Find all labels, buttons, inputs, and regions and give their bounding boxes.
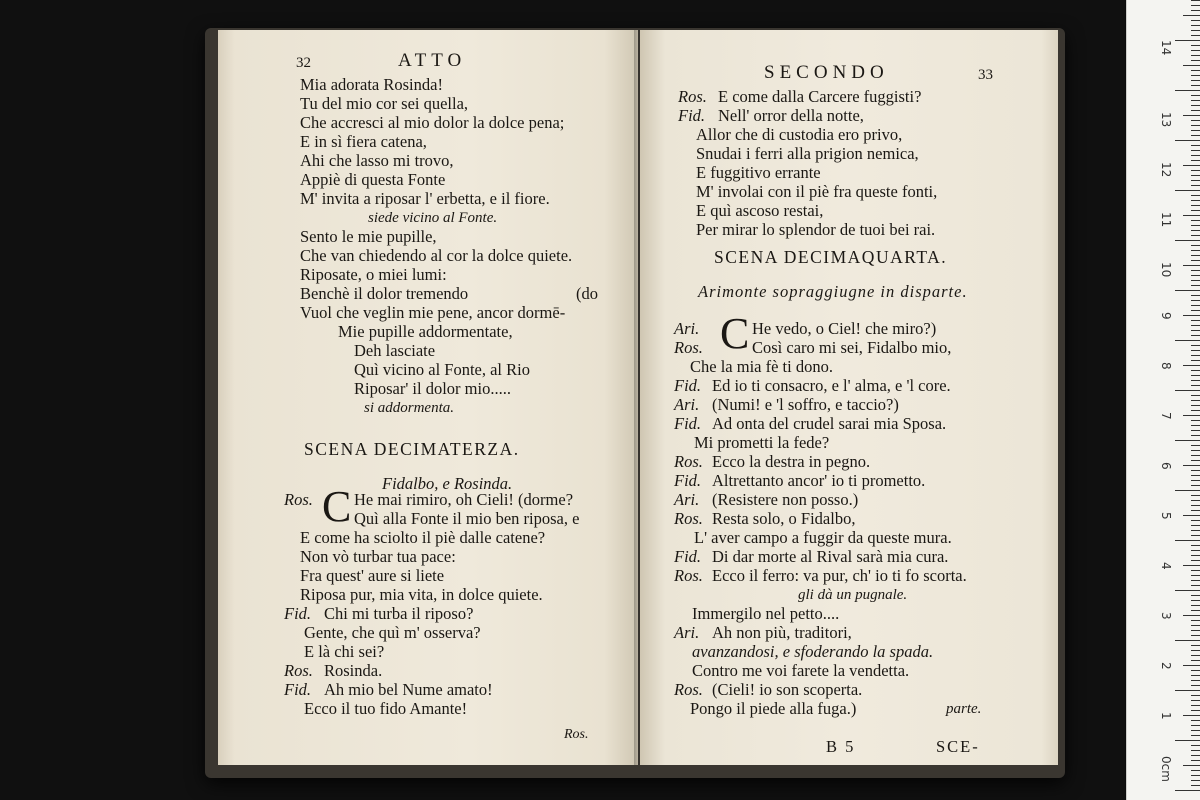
dialogue-line: Chi mi turba il riposo? (324, 604, 474, 623)
dialogue-line: L' aver campo a fuggir da queste mura. (694, 528, 952, 547)
ruler-tick (1191, 735, 1200, 736)
verse-line: E in sì fiera catena, (300, 132, 427, 151)
ruler-tick (1175, 40, 1200, 41)
dialogue-line: Gente, che quì m' osserva? (304, 623, 481, 642)
ruler-tick (1191, 550, 1200, 551)
dialogue-line: (Cieli! io son scoperta. (712, 680, 863, 699)
ruler-tick (1191, 270, 1200, 271)
ruler-tick (1191, 470, 1200, 471)
ruler-tick (1191, 130, 1200, 131)
ruler-tick (1191, 100, 1200, 101)
dialogue-line: Pongo il piede alla fuga.) (690, 699, 857, 718)
ruler-tick (1191, 455, 1200, 456)
ruler-tick (1191, 80, 1200, 81)
ruler-tick (1191, 220, 1200, 221)
ruler-tick (1191, 460, 1200, 461)
ruler-tick (1191, 210, 1200, 211)
verse-line: Benchè il dolor tremendo (300, 284, 469, 303)
scene-title: SCENA DECIMAQUARTA. (714, 247, 948, 267)
speaker-tag: Ros. (674, 509, 703, 528)
speaker-tag: Fid. (674, 547, 702, 566)
ruler-tick (1191, 710, 1200, 711)
ruler-tick (1191, 480, 1200, 481)
ruler-tick (1191, 520, 1200, 521)
ruler-number: 8 (1159, 362, 1173, 370)
speaker-tag: Ros. (674, 452, 703, 471)
stage-direction: si addormenta. (364, 400, 454, 416)
ruler-tick (1191, 355, 1200, 356)
ruler-tick (1191, 145, 1200, 146)
ruler-tick (1191, 180, 1200, 181)
ruler-tick (1191, 230, 1200, 231)
stage-direction: avanzandosi, e sfoderando la spada. (692, 642, 934, 661)
ruler-number: 1 (1159, 712, 1173, 720)
ruler-tick (1191, 275, 1200, 276)
ruler-tick (1191, 400, 1200, 401)
ruler-tick (1175, 590, 1200, 591)
speaker-tag: Ari. (674, 490, 700, 509)
dialogue-line: Così caro mi sei, Fidalbo mio, (752, 338, 952, 357)
ruler-tick (1191, 120, 1200, 121)
ruler-tick (1191, 660, 1200, 661)
ruler-tick (1191, 110, 1200, 111)
dialogue-line: Fra quest' aure si liete (300, 566, 445, 585)
ruler-tick (1191, 75, 1200, 76)
ruler-tick (1191, 530, 1200, 531)
ruler-tick (1175, 440, 1200, 441)
ruler-number: 7 (1159, 412, 1173, 420)
ruler-tick (1191, 645, 1200, 646)
speaker-tag: Ari. (674, 395, 700, 414)
ruler-tick (1191, 685, 1200, 686)
ruler-tick (1191, 160, 1200, 161)
drop-capital: C (720, 309, 750, 358)
ruler-tick (1175, 740, 1200, 741)
ruler-tick (1175, 390, 1200, 391)
dialogue-line: Ecco la destra in pegno. (712, 452, 871, 471)
ruler-tick (1183, 215, 1200, 216)
ruler-number: 5 (1159, 512, 1173, 520)
dialogue-line: Ad onta del crudel sarai mia Sposa. (712, 414, 947, 433)
ruler-tick (1191, 650, 1200, 651)
ruler-tick (1183, 765, 1200, 766)
dialogue-line: Allor che di custodia ero privo, (696, 125, 903, 144)
ruler-tick (1191, 425, 1200, 426)
ruler-tick (1191, 70, 1200, 71)
verse-line: Mie pupille addormentate, (338, 322, 513, 341)
dialogue-line: Di dar morte al Rival sarà mia cura. (712, 547, 949, 566)
ruler-tick (1175, 640, 1200, 641)
ruler-tick (1191, 725, 1200, 726)
ruler-tick (1191, 285, 1200, 286)
ruler-tick (1191, 510, 1200, 511)
speaker-tag: Fid. (284, 604, 312, 623)
dialogue-line: Ed io ti consacro, e l' alma, e 'l core. (712, 376, 951, 395)
speaker-tag: Ari. (674, 319, 700, 338)
right-page (640, 30, 1058, 765)
ruler-tick (1175, 190, 1200, 191)
ruler-tick (1191, 780, 1200, 781)
ruler-number: 12 (1159, 162, 1173, 178)
ruler-tick (1183, 15, 1200, 16)
ruler-tick (1191, 525, 1200, 526)
stage-direction: siede vicino al Fonte. (368, 210, 498, 226)
speaker-tag: Fid. (674, 471, 702, 490)
ruler-tick (1191, 580, 1200, 581)
ruler-tick (1183, 365, 1200, 366)
ruler-tick (1191, 600, 1200, 601)
dialogue-line: Rosinda. (324, 661, 383, 680)
running-head: SECONDO (764, 62, 889, 83)
dialogue-line: Per mirar lo splendor de tuoi bei rai. (696, 220, 936, 239)
speaker-tag: Fid. (284, 680, 312, 699)
ruler-tick (1191, 475, 1200, 476)
ruler-number: 9 (1159, 312, 1173, 320)
ruler-tick (1191, 335, 1200, 336)
ruler-tick (1191, 675, 1200, 676)
dialogue-line: Ah mio bel Nume amato! (324, 680, 493, 699)
dialogue-line: He vedo, o Ciel! che miro?) (752, 319, 937, 338)
ruler-tick (1191, 350, 1200, 351)
dialogue-line: Riposa pur, mia vita, in dolce quiete. (300, 585, 543, 604)
ruler-tick (1191, 770, 1200, 771)
ruler-tick (1175, 340, 1200, 341)
ruler-tick (1191, 260, 1200, 261)
ruler-tick (1183, 615, 1200, 616)
ruler-tick (1191, 620, 1200, 621)
ruler-tick (1183, 465, 1200, 466)
ruler-tick (1191, 170, 1200, 171)
dialogue-line: Altrettanto ancor' io ti prometto. (712, 471, 926, 490)
ruler-tick (1191, 235, 1200, 236)
ruler-tick (1183, 115, 1200, 116)
stage-direction: parte. (946, 701, 982, 717)
ruler-number: 11 (1159, 212, 1173, 228)
ruler-tick (1191, 35, 1200, 36)
verse-turnover: (do (576, 284, 598, 303)
dialogue-line: (Numi! e 'l soffro, e taccio?) (712, 395, 899, 414)
ruler-tick (1191, 775, 1200, 776)
ruler-tick (1191, 55, 1200, 56)
ruler-tick (1191, 135, 1200, 136)
ruler-tick (1191, 185, 1200, 186)
ruler-tick (1191, 300, 1200, 301)
catchword: Ros. (564, 727, 589, 742)
verse-line: Che van chiedendo al cor la dolce quiete. (300, 246, 573, 265)
ruler-tick (1191, 280, 1200, 281)
ruler-tick (1191, 325, 1200, 326)
dialogue-line: Ah non più, traditori, (712, 623, 852, 642)
ruler-tick (1191, 555, 1200, 556)
ruler-tick (1191, 750, 1200, 751)
verse-line: Vuol che veglin mie pene, ancor dormē- (300, 303, 566, 322)
ruler-tick (1191, 720, 1200, 721)
verse-line: Quì vicino al Fonte, al Rio (354, 360, 530, 379)
ruler-tick (1175, 790, 1200, 791)
ruler-tick (1191, 205, 1200, 206)
ruler-tick (1191, 225, 1200, 226)
ruler-tick (1175, 90, 1200, 91)
ruler-number: 6 (1159, 462, 1173, 470)
ruler-tick (1191, 625, 1200, 626)
ruler-tick (1191, 505, 1200, 506)
dialogue-line: (Resistere non posso.) (712, 490, 859, 509)
ruler-tick (1191, 60, 1200, 61)
ruler-number: 3 (1159, 612, 1173, 620)
dialogue-line: Mi prometti la fede? (694, 433, 830, 452)
ruler-tick (1183, 715, 1200, 716)
dialogue-line: E fuggitivo errante (696, 163, 821, 182)
ruler-tick (1191, 785, 1200, 786)
ruler-tick (1191, 445, 1200, 446)
scene-title: SCENA DECIMATERZA. (304, 439, 520, 459)
ruler-number: 10 (1159, 262, 1173, 278)
ruler-tick (1191, 610, 1200, 611)
ruler-number: 4 (1159, 562, 1173, 570)
ruler-tick (1183, 665, 1200, 666)
dialogue-line: E quì ascoso restai, (696, 201, 824, 220)
ruler-tick (1175, 540, 1200, 541)
dialogue-line: E come ha sciolto il piè dalle catene? (300, 528, 546, 547)
dialogue-line: Ecco il tuo fido Amante! (304, 699, 468, 718)
verse-line: Che accresci al mio dolor la dolce pena; (300, 113, 565, 132)
ruler-tick (1191, 155, 1200, 156)
ruler-tick (1183, 415, 1200, 416)
ruler-tick (1191, 25, 1200, 26)
ruler-tick (1191, 375, 1200, 376)
ruler-tick (1191, 545, 1200, 546)
ruler-tick (1191, 295, 1200, 296)
left-page (218, 30, 638, 765)
ruler-tick (1191, 195, 1200, 196)
dialogue-line: E come dalla Carcere fuggisti? (718, 87, 922, 106)
ruler-tick (1191, 570, 1200, 571)
dialogue-line: Non vò turbar tua pace: (300, 547, 456, 566)
dialogue-line: Che la mia fè ti dono. (690, 357, 833, 376)
ruler-tick (1191, 535, 1200, 536)
ruler-tick (1191, 380, 1200, 381)
ruler-tick (1191, 605, 1200, 606)
stage-direction: gli dà un pugnale. (798, 587, 908, 603)
ruler-tick (1191, 575, 1200, 576)
dialogue-line: Immergilo nel petto.... (692, 604, 840, 623)
ruler-tick (1191, 20, 1200, 21)
dialogue-line: M' involai con il piè fra queste fonti, (696, 182, 938, 201)
ruler-tick (1191, 0, 1200, 1)
ruler-tick (1191, 730, 1200, 731)
signature-mark: B 5 (826, 737, 856, 756)
ruler-unit-label: 0cm (1159, 756, 1173, 782)
ruler-tick (1191, 420, 1200, 421)
ruler-tick (1191, 10, 1200, 11)
ruler-tick (1191, 345, 1200, 346)
page-number: 32 (296, 55, 311, 71)
speaker-tag: Ros. (284, 661, 313, 680)
verse-line: Riposar' il dolor mio..... (354, 379, 511, 398)
ruler-tick (1183, 65, 1200, 66)
ruler-tick (1191, 695, 1200, 696)
ruler-tick (1191, 670, 1200, 671)
ruler-tick (1191, 200, 1200, 201)
dialogue-line: Quì alla Fonte il mio ben riposa, e (354, 509, 580, 528)
dialogue-line: Contro me voi farete la vendetta. (692, 661, 910, 680)
ruler-tick (1175, 290, 1200, 291)
ruler-tick (1191, 595, 1200, 596)
ruler-tick (1191, 500, 1200, 501)
scene-characters: Fidalbo, e Rosinda. (382, 474, 513, 493)
speaker-tag: Fid. (678, 106, 706, 125)
ruler-tick (1191, 495, 1200, 496)
verse-line: Riposate, o miei lumi: (300, 265, 447, 284)
measuring-ruler (1126, 0, 1200, 800)
ruler-tick (1191, 450, 1200, 451)
speaker-tag: Ari. (674, 623, 700, 642)
ruler-tick (1191, 630, 1200, 631)
ruler-tick (1191, 705, 1200, 706)
ruler-tick (1175, 690, 1200, 691)
ruler-tick (1191, 755, 1200, 756)
ruler-tick (1191, 95, 1200, 96)
ruler-tick (1191, 150, 1200, 151)
speaker-tag: Fid. (674, 414, 702, 433)
ruler-tick (1191, 105, 1200, 106)
ruler-tick (1191, 320, 1200, 321)
ruler-number: 14 (1159, 40, 1173, 56)
dialogue-line: He mai rimiro, oh Cieli! (dorme? (354, 490, 574, 509)
speaker-tag: Ros. (674, 338, 703, 357)
ruler-tick (1191, 395, 1200, 396)
speaker-tag: Ros. (674, 566, 703, 585)
ruler-tick (1183, 565, 1200, 566)
ruler-tick (1191, 50, 1200, 51)
ruler-tick (1191, 635, 1200, 636)
ruler-tick (1183, 515, 1200, 516)
ruler-number: 13 (1159, 112, 1173, 128)
ruler-tick (1183, 165, 1200, 166)
dialogue-line: Snudai i ferri alla prigion nemica, (696, 144, 919, 163)
dialogue-line: Ecco il ferro: va pur, ch' io ti fo scorta. (712, 566, 967, 585)
dialogue-line: E là chi sei? (304, 642, 385, 661)
ruler-tick (1191, 485, 1200, 486)
ruler-tick (1191, 360, 1200, 361)
drop-capital: C (322, 482, 352, 531)
ruler-tick (1191, 745, 1200, 746)
ruler-tick (1191, 45, 1200, 46)
ruler-tick (1175, 140, 1200, 141)
verse-line: Sento le mie pupille, (300, 227, 437, 246)
ruler-tick (1191, 370, 1200, 371)
ruler-tick (1191, 560, 1200, 561)
ruler-tick (1191, 305, 1200, 306)
speaker-tag: Ros. (284, 490, 313, 509)
page-number: 33 (978, 67, 993, 83)
ruler-tick (1175, 240, 1200, 241)
ruler-tick (1191, 435, 1200, 436)
speaker-tag: Fid. (674, 376, 702, 395)
ruler-tick (1191, 255, 1200, 256)
verse-line: Mia adorata Rosinda! (300, 75, 443, 94)
speaker-tag: Ros. (678, 87, 707, 106)
ruler-tick (1191, 410, 1200, 411)
verse-line: Deh lasciate (354, 341, 436, 360)
running-head: ATTO (398, 50, 467, 71)
ruler-tick (1183, 265, 1200, 266)
stage-direction: Arimonte sopraggiugne in disparte. (698, 282, 968, 301)
ruler-tick (1191, 250, 1200, 251)
catchword: SCE- (936, 737, 980, 756)
ruler-tick (1191, 310, 1200, 311)
ruler-tick (1191, 85, 1200, 86)
ruler-tick (1191, 125, 1200, 126)
ruler-tick (1191, 760, 1200, 761)
ruler-tick (1191, 245, 1200, 246)
verse-line: Appiè di questa Fonte (300, 170, 446, 189)
ruler-tick (1191, 30, 1200, 31)
ruler-tick (1175, 490, 1200, 491)
ruler-tick (1191, 585, 1200, 586)
verse-line: M' invita a riposar l' erbetta, e il fiore. (300, 189, 550, 208)
dialogue-line: Nell' orror della notte, (718, 106, 864, 125)
ruler-tick (1191, 330, 1200, 331)
ruler-tick (1191, 5, 1200, 6)
speaker-tag: Ros. (674, 680, 703, 699)
ruler-tick (1191, 430, 1200, 431)
verse-line: Ahi che lasso mi trovo, (300, 151, 454, 170)
ruler-tick (1191, 385, 1200, 386)
ruler-tick (1191, 405, 1200, 406)
ruler-tick (1191, 175, 1200, 176)
verse-line: Tu del mio cor sei quella, (300, 94, 469, 113)
ruler-tick (1191, 680, 1200, 681)
ruler-number: 2 (1159, 662, 1173, 670)
ruler-tick (1183, 315, 1200, 316)
ruler-tick (1191, 655, 1200, 656)
dialogue-line: Resta solo, o Fidalbo, (712, 509, 856, 528)
ruler-tick (1191, 700, 1200, 701)
